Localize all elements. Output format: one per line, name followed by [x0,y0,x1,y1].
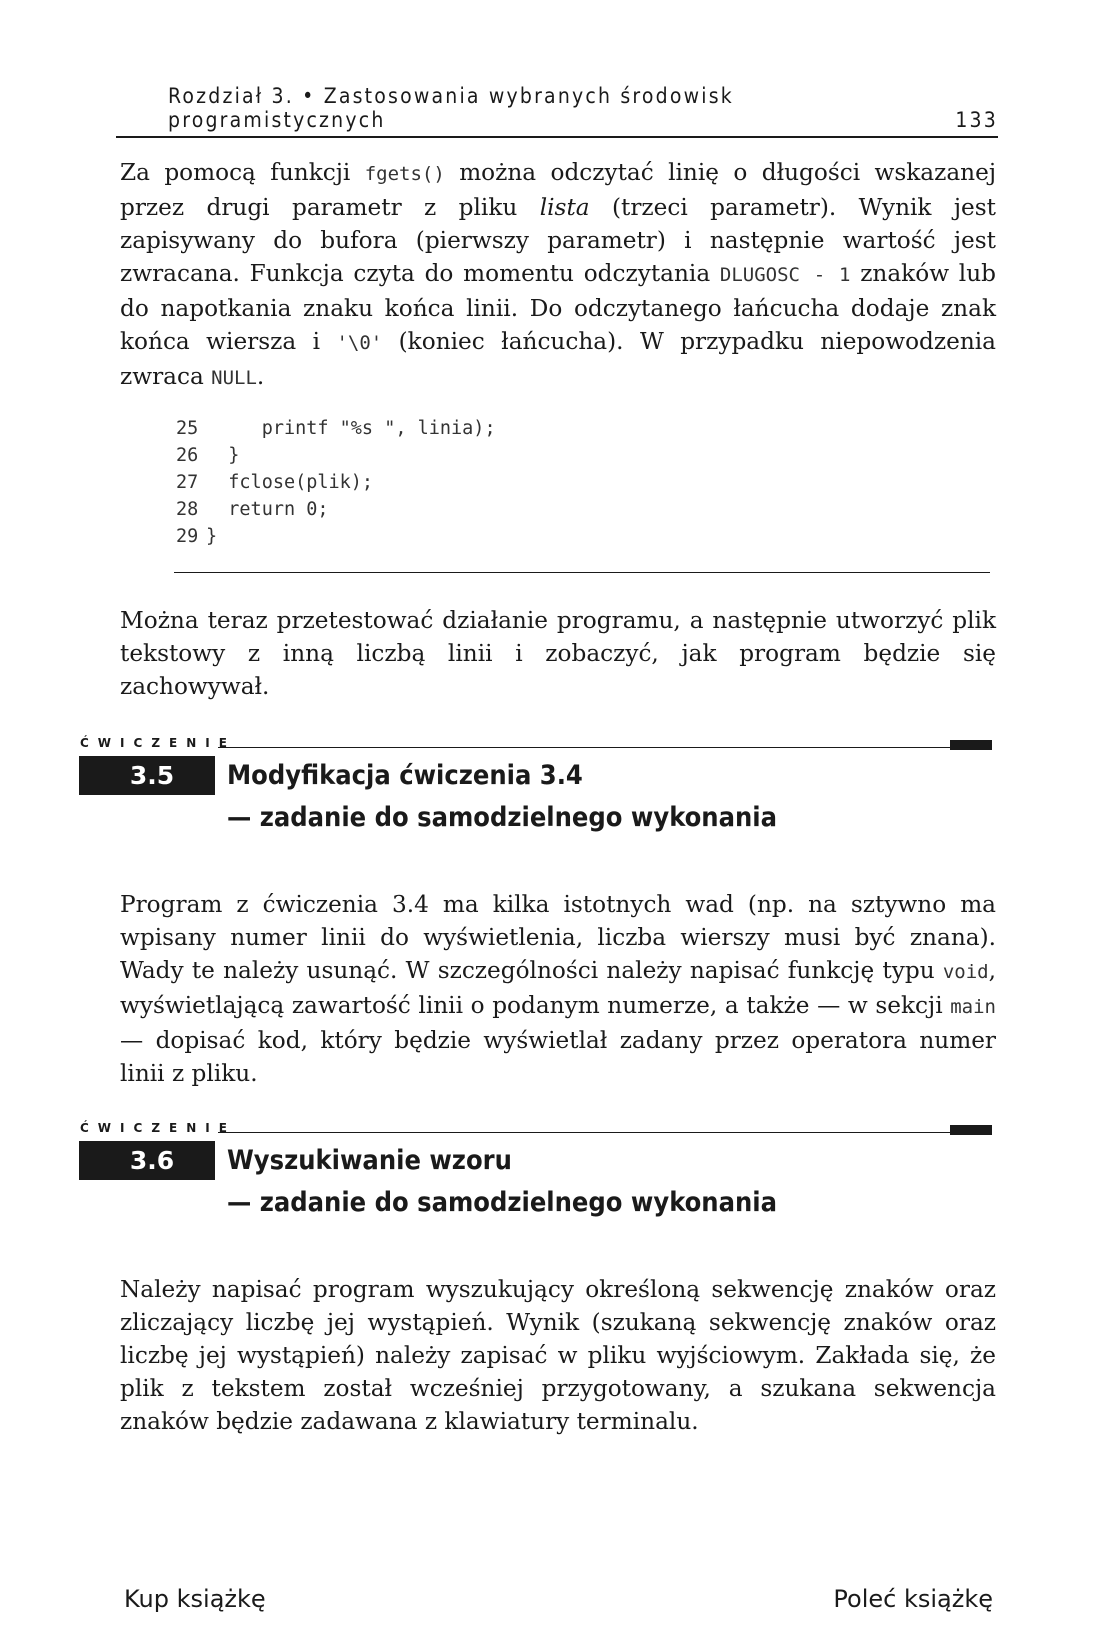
paragraph-exercise-3-6: Należy napisać program wyszukujący określoną sekwencję znaków oraz zliczający liczbę jej wystąpień. Wynik (szukaną sekwencję znaków oraz liczbę jej wystąpień) należy zapisać w pliku wyjściowym. Zakłada się, że plik z tekstem został wcześniej przygotowany, a szukana sekwencja znaków będzie zadawana z klawiatury terminalu. [120,1276,996,1435]
line-number: 25 [176,418,199,439]
exercise-title-line: Wyszukiwanie wzoru [227,1145,512,1176]
running-header [116,84,998,138]
exercise-label: ĆWICZENIE [80,1121,236,1135]
paragraph-fgets [120,156,996,395]
exercise-title [227,1140,987,1224]
code-void: void [942,961,989,983]
line-number: 27 [176,472,199,493]
exercise-divider [213,756,215,795]
text-span: (koniec łańcucha). W przypadku niepowodzenia zwraca [120,328,996,390]
paragraph-test: Można teraz przetestować działanie programu, a następnie utworzyć plik tekstowy z inną liczbą linii i zobaczyć, jak program będzie się zachowywał. [120,607,996,700]
text-span: . [256,363,265,390]
text-span: znaków lub do napotkania znaku końca linii. Do odczytanego łańcucha dodaje znak końca wiersza i [120,260,996,355]
line-code: return 0; [206,499,329,520]
page-number: 133 [955,108,998,132]
code-null: NULL [211,367,257,389]
text-span: można odczytać linię o długości wskazanej przez drugi parametr z pliku [120,159,997,221]
exercise-rule [218,747,950,748]
line-code: } [206,445,240,466]
exercise-subtitle-line: — zadanie do samodzielnego wykonania [227,1187,777,1218]
exercise-number: 3.5 [79,756,213,795]
text-span: — dopisać kod, który będzie wyświetlał zadany przez operatora numer linii z pliku. [120,1027,996,1087]
code-line [176,496,988,523]
exercise-title-line: Modyfikacja ćwiczenia 3.4 [227,760,583,791]
line-number: 28 [176,499,199,520]
exercise-subtitle-line: — zadanie do samodzielnego wykonania [227,802,777,833]
text-span: Program z ćwiczenia 3.4 ma kilka istotnych wad (np. na sztywno ma wpisany numer linii do wyświetlenia, liczba wierszy musi być znana). Wady te należy usunąć. W szczególności należy napisać funkcję typu [120,891,996,984]
code-line [176,442,988,469]
code-dlugosc: DLUGOSC - 1 [719,264,851,286]
listing-divider [174,572,990,573]
line-number: 29 [176,526,199,547]
emphasis-lista: lista [539,194,590,221]
exercise-3-5 [0,735,1103,845]
exercise-divider [213,1141,215,1180]
recommend-book-link[interactable]: Poleć książkę [833,1585,993,1613]
line-code: } [206,526,218,547]
line-code: printf "%s ", linia); [206,418,496,439]
code-null-char: '\0' [336,332,383,354]
code-line [176,523,988,550]
buy-book-link[interactable]: Kup książkę [124,1585,266,1613]
code-listing [176,415,988,550]
paragraph-exercise-3-5 [120,888,996,1090]
line-code: fclose(plik); [206,472,374,493]
exercise-3-6 [0,1120,1103,1230]
line-number: 26 [176,445,199,466]
text-span: (trzeci parametr). Wynik jest zapisywany do bufora (pierwszy parametr) i następnie wartość jest zwracana. Funkcja czyta do momentu odczytania [120,194,996,287]
code-fgets: fgets() [364,163,445,185]
exercise-rule [218,1132,950,1133]
code-line [176,469,988,496]
exercise-number: 3.6 [79,1141,213,1180]
text-span: , wyświetlającą zawartość linii o podanym numerze, a także — w sekcji [120,957,996,1019]
chapter-title: Rozdział 3. • Zastosowania wybranych środowisk programistycznych [168,84,734,132]
text-span: Za pomocą funkcji [120,159,365,186]
exercise-rule-block [950,1125,992,1135]
exercise-rule-block [950,740,992,750]
exercise-label: ĆWICZENIE [80,736,236,750]
code-line [176,415,988,442]
exercise-title [227,755,987,839]
code-main: main [950,996,996,1018]
